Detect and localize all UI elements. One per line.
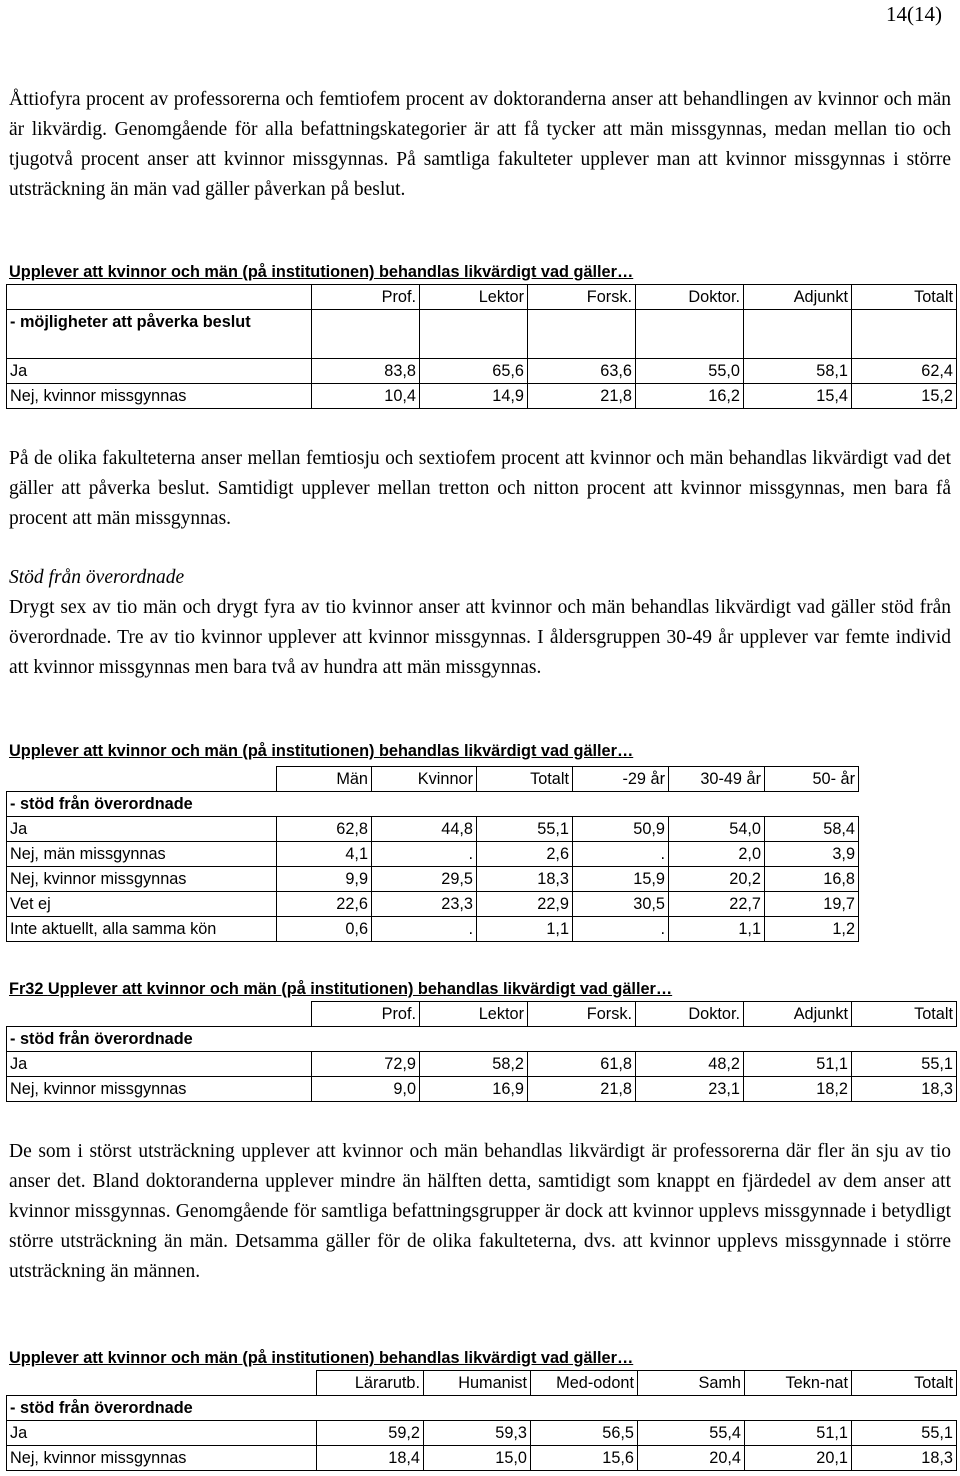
table-cell: 72,9 — [312, 1052, 420, 1077]
table-cell: 10,4 — [312, 384, 420, 409]
table-cell: 16,8 — [765, 867, 859, 892]
table-cell: 22,7 — [669, 892, 765, 917]
table-cell: 21,8 — [528, 384, 636, 409]
table-cell: Nej, kvinnor missgynnas — [7, 1446, 317, 1471]
table-header-cell: 30-49 år — [669, 767, 765, 792]
table-header-cell: Totalt — [852, 1371, 957, 1396]
table-row — [7, 1421, 957, 1446]
table-header-cell — [7, 285, 312, 310]
table-cell: Vet ej — [7, 892, 277, 917]
table-cell: 48,2 — [636, 1052, 744, 1077]
table-header-cell: Humanist — [424, 1371, 531, 1396]
table4-title-text: Upplever att kvinnor och män (på institutionen) behandlas likvärdigt vad gäller… — [9, 1349, 634, 1367]
table-cell: 44,8 — [372, 817, 477, 842]
table3-title — [9, 979, 672, 999]
paragraph-intro: Åttiofyra procent av professorerna och femtiofem procent av doktoranderna anser att behandlingen av kvinnor och män är likvärdig. Genomgående för alla befattningskategorier är att få tycker att män missgynnas, medan mellan tio och tjugotvå procent anser att kvinnor missgynnas. På samtliga fakulteter upplever man att kvinnor missgynnas i större utsträckning än män vad gäller påverkan på beslut. — [9, 89, 951, 200]
table-cell: 18,3 — [852, 1077, 957, 1102]
table-row — [7, 892, 859, 917]
table-header-cell: Doktor. — [636, 1002, 744, 1027]
table-cell: 83,8 — [312, 359, 420, 384]
table-cell: 18,4 — [317, 1446, 424, 1471]
table-header-cell: Forsk. — [528, 1002, 636, 1027]
table-header-cell: Adjunkt — [744, 1002, 852, 1027]
table-cell: 15,0 — [424, 1446, 531, 1471]
table-cell: 15,2 — [852, 384, 957, 409]
table-cell: . — [573, 917, 669, 942]
table-row — [7, 867, 859, 892]
table4 — [6, 1370, 957, 1471]
table-cell: 51,1 — [744, 1052, 852, 1077]
table2-title-text: Upplever att kvinnor och män (på institutionen) behandlas likvärdigt vad gäller… — [9, 742, 634, 760]
table-row — [7, 917, 859, 942]
table-row — [7, 384, 957, 409]
table-cell: 2,6 — [477, 842, 573, 867]
table-cell: 3,9 — [765, 842, 859, 867]
table-row — [7, 842, 859, 867]
table-cell: 56,5 — [531, 1421, 638, 1446]
table-cell: 22,9 — [477, 892, 573, 917]
table-cell: 15,6 — [531, 1446, 638, 1471]
table-cell: 1,2 — [765, 917, 859, 942]
table-cell: 61,8 — [528, 1052, 636, 1077]
table-cell: 54,0 — [669, 817, 765, 842]
table-header-cell: Tekn-nat — [745, 1371, 852, 1396]
table-cell: . — [372, 917, 477, 942]
table-cell: 19,7 — [765, 892, 859, 917]
table-empty-cell — [852, 310, 957, 359]
table-cell: 58,4 — [765, 817, 859, 842]
table-row — [7, 1446, 957, 1471]
paragraph-conclusion: De som i störst utsträckning upplever att kvinnor och män behandlas likvärdigt är professorerna där fler än sju av tio anser det. Bland doktoranderna upplever mindre än hälften detta, samtidigt som knappt en fjärdedel av dem anser att kvinnor missgynnas. Genomgående för samtliga befattningsgrupper är dock att kvinnor upplevs missgynnade i betydligt större utsträckning än män. Detsamma gäller för de olika fakulteterna, dvs. att kvinnor upplevs missgynnade i större utsträckning än männen. — [9, 1141, 951, 1282]
table-empty-cell — [277, 792, 859, 817]
table2 — [6, 766, 859, 942]
table-header-cell: Män — [277, 767, 372, 792]
table-header-cell — [7, 767, 277, 792]
table-header-cell: Prof. — [312, 1002, 420, 1027]
table-row — [7, 359, 957, 384]
table-header-cell — [7, 1002, 312, 1027]
table-cell: Ja — [7, 359, 312, 384]
table-header-cell: Lektor — [420, 285, 528, 310]
table4-subheader-row — [7, 1396, 957, 1421]
table-header-cell: Adjunkt — [744, 285, 852, 310]
table-cell: Nej, kvinnor missgynnas — [7, 867, 277, 892]
table-subheader: - stöd från överordnade — [7, 792, 277, 817]
table-cell: 4,1 — [277, 842, 372, 867]
table-cell: 16,9 — [420, 1077, 528, 1102]
table-row — [7, 817, 859, 842]
table-cell: 20,2 — [669, 867, 765, 892]
table1-title — [9, 262, 633, 282]
table-header-cell: Lärarutb. — [317, 1371, 424, 1396]
table-row — [7, 1052, 957, 1077]
table-cell: Inte aktuellt, alla samma kön — [7, 917, 277, 942]
table-cell: 18,3 — [477, 867, 573, 892]
table-cell: 59,3 — [424, 1421, 531, 1446]
table-cell: 21,8 — [528, 1077, 636, 1102]
table3-header-row — [7, 1002, 957, 1027]
table-cell: 55,1 — [477, 817, 573, 842]
table-header-cell: Lektor — [420, 1002, 528, 1027]
table-header-cell: Med-odont — [531, 1371, 638, 1396]
table-header-cell: 50- år — [765, 767, 859, 792]
table4-header-row — [7, 1371, 957, 1396]
table-empty-cell — [744, 310, 852, 359]
paragraph-support: Drygt sex av tio män och drygt fyra av tio kvinnor anser att kvinnor och män behandlas likvärdigt vad gäller stöd från överordnade. Tre av tio kvinnor upplever att kvinnor missgynnas. I åldersgruppen 30-49 år upplever var femte individ att kvinnor missgynnas men bara två av hundra att män missgynnas. — [9, 597, 951, 678]
table-cell: Ja — [7, 817, 277, 842]
table-header-cell: Doktor. — [636, 285, 744, 310]
table-cell: 55,1 — [852, 1052, 957, 1077]
table-cell: 65,6 — [420, 359, 528, 384]
table-cell: 51,1 — [745, 1421, 852, 1446]
table-cell: 55,4 — [638, 1421, 745, 1446]
table3-title-text: Upplever att kvinnor och män (på institutionen) behandlas likvärdigt vad gäller… — [47, 980, 673, 998]
table1-title-text: Upplever att kvinnor och män (på institutionen) behandlas likvärdigt vad gäller… — [9, 263, 634, 281]
table-cell: 1,1 — [477, 917, 573, 942]
table2-header-row — [7, 767, 859, 792]
table2-title — [9, 741, 633, 761]
table-cell: Ja — [7, 1052, 312, 1077]
table-empty-cell — [312, 1027, 957, 1052]
table-cell: 59,2 — [317, 1421, 424, 1446]
table-cell: 22,6 — [277, 892, 372, 917]
table-cell: 58,1 — [744, 359, 852, 384]
table-header-cell — [7, 1371, 317, 1396]
table1-header-row — [7, 285, 957, 310]
table-cell: Ja — [7, 1421, 317, 1446]
table-header-cell: Totalt — [852, 1002, 957, 1027]
table-cell: 9,9 — [277, 867, 372, 892]
table-empty-cell — [528, 310, 636, 359]
table-cell: 20,4 — [638, 1446, 745, 1471]
table-cell: 23,3 — [372, 892, 477, 917]
table-cell: 15,4 — [744, 384, 852, 409]
table2-subheader-row — [7, 792, 859, 817]
table-cell: 58,2 — [420, 1052, 528, 1077]
table-cell: 1,1 — [669, 917, 765, 942]
table-subheader: - möjligheter att påverka beslut — [7, 310, 312, 359]
table-cell: Nej, kvinnor missgynnas — [7, 384, 312, 409]
table-subheader: - stöd från överordnade — [7, 1027, 312, 1052]
table-cell: 55,1 — [852, 1421, 957, 1446]
table-cell: 62,8 — [277, 817, 372, 842]
table-cell: Nej, kvinnor missgynnas — [7, 1077, 312, 1102]
table-header-cell: Totalt — [477, 767, 573, 792]
table-cell: 20,1 — [745, 1446, 852, 1471]
table-header-cell: Forsk. — [528, 285, 636, 310]
table1-subheader-row — [7, 310, 957, 359]
table-cell: 15,9 — [573, 867, 669, 892]
table-header-cell: Kvinnor — [372, 767, 477, 792]
table-header-cell: Prof. — [312, 285, 420, 310]
table-header-cell: Samh — [638, 1371, 745, 1396]
table-cell: 62,4 — [852, 359, 957, 384]
table-cell: . — [573, 842, 669, 867]
table-cell: 63,6 — [528, 359, 636, 384]
paragraph-faculties: På de olika fakulteterna anser mellan femtiosju och sextiofem procent att kvinnor och män behandlas likvärdigt vad det gäller att påverka beslut. Samtidigt upplever mellan tretton och nitton procent att kvinnor missgynnas, men bara få procent att män missgynnas. — [9, 448, 951, 529]
table-cell: 2,0 — [669, 842, 765, 867]
table3 — [6, 1001, 957, 1102]
table-row — [7, 1077, 957, 1102]
table-cell: 0,6 — [277, 917, 372, 942]
table-empty-cell — [636, 310, 744, 359]
table3-title-prefix: Fr32 — [9, 980, 48, 998]
table-cell: . — [372, 842, 477, 867]
table-header-cell: Totalt — [852, 285, 957, 310]
table-empty-cell — [420, 310, 528, 359]
table-empty-cell — [312, 310, 420, 359]
table-empty-cell — [317, 1396, 957, 1421]
table-cell: 18,2 — [744, 1077, 852, 1102]
table-cell: 29,5 — [372, 867, 477, 892]
table-cell: 23,1 — [636, 1077, 744, 1102]
table-cell: 30,5 — [573, 892, 669, 917]
table-subheader: - stöd från överordnade — [7, 1396, 317, 1421]
page-number: 14(14) — [886, 2, 942, 26]
table1 — [6, 284, 957, 409]
table-cell: 55,0 — [636, 359, 744, 384]
table4-title — [9, 1348, 633, 1368]
table-header-cell: -29 år — [573, 767, 669, 792]
table-cell: 50,9 — [573, 817, 669, 842]
table-cell: Nej, män missgynnas — [7, 842, 277, 867]
table-cell: 9,0 — [312, 1077, 420, 1102]
table-cell: 16,2 — [636, 384, 744, 409]
table-cell: 14,9 — [420, 384, 528, 409]
table-cell: 18,3 — [852, 1446, 957, 1471]
table3-subheader-row — [7, 1027, 957, 1052]
section-heading: Stöd från överordnade — [9, 567, 185, 588]
